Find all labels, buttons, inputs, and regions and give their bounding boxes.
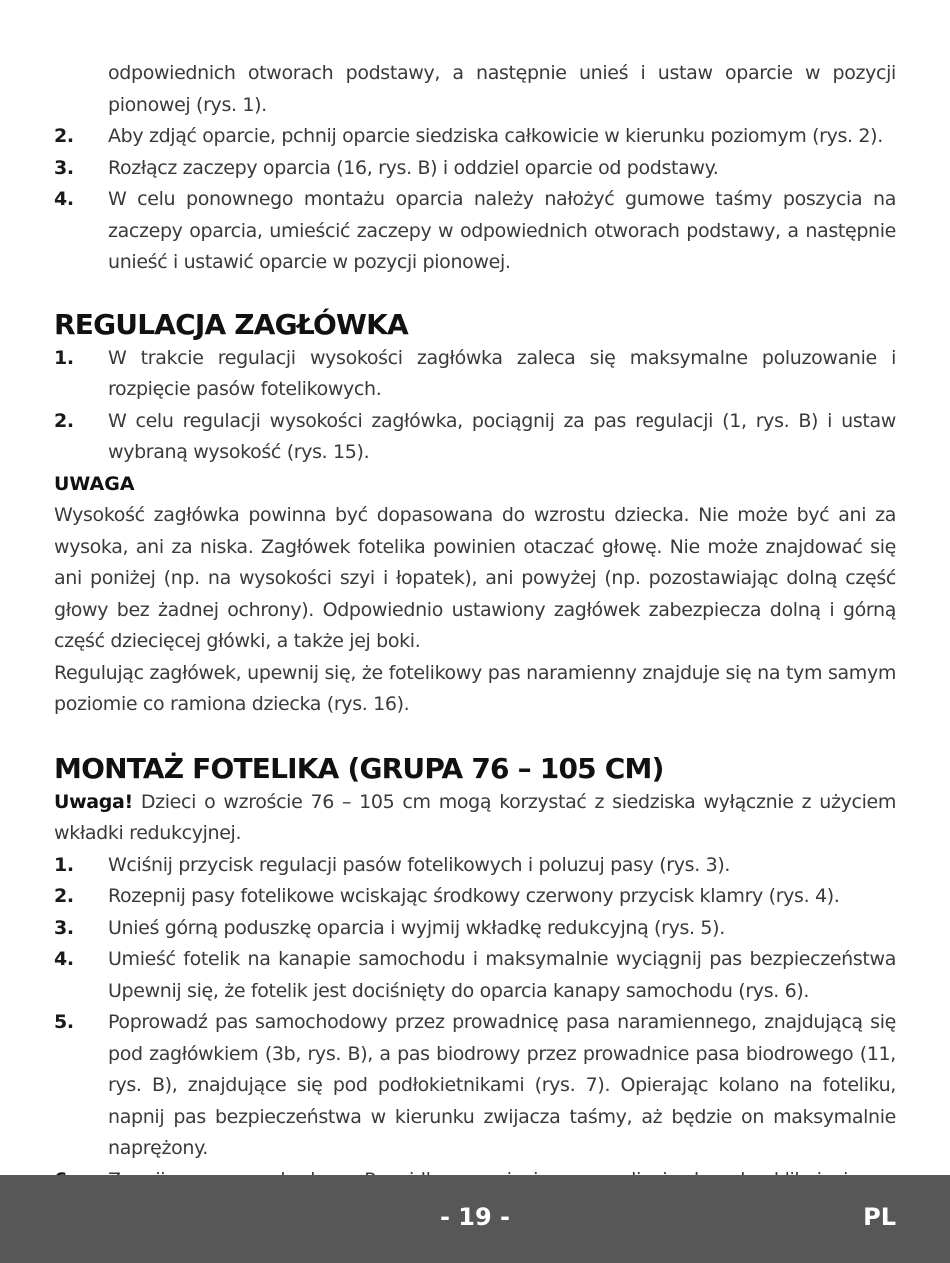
- manual-page-content: [54, 58, 896, 1196]
- step-text: W celu ponownego montażu oparcia należy nałożyć gumowe taśmy poszycia na zaczepy oparcia, umieścić zaczepy w odpowiednich otworach podstawy, a następnie unieść i ustawić oparcie w pozycji pionowej.: [108, 188, 896, 273]
- warning-text: Dzieci o wzroście 76 – 105 cm mogą korzystać z siedziska wyłącznie z użyciem wkładki redukcyjnej.: [54, 790, 896, 844]
- mounting-section-title: MONTAŻ FOTELIKA (GRUPA 76 – 105 CM): [54, 751, 664, 785]
- step-text: Umieść fotelik na kanapie samochodu i maksymalnie wyciągnij pas bezpieczeństwa Upewnij się, że fotelik jest dociśnięty do oparcia kanapy samochodu (rys. 6).: [108, 948, 896, 1002]
- step-text: Unieś górną poduszkę oparcia i wyjmij wkładkę redukcyjną (rys. 5).: [108, 916, 725, 939]
- headrest-paragraph: Wysokość zagłówka powinna być dopasowana do wzrostu dziecka. Nie może być ani za wysoka, ani za niska. Zagłówek fotelika powinien otaczać głowę. Nie może znajdować się ani poniżej (np. na wysokości szyi i łopatek), ani powyżej (np. pozostawiając dolną część głowy bez żadnej ochrony). Odpowiednio ustawiony zagłówek zabezpiecza dolną i górną część dziecięcej główki, a także jej boki.: [54, 504, 896, 652]
- step-text: W celu regulacji wysokości zagłówka, pociągnij za pas regulacji (1, rys. B) i ustaw wybraną wysokość (rys. 15).: [108, 409, 896, 463]
- step-text: Rozłącz zaczepy oparcia (16, rys. B) i oddziel oparcie od podstawy.: [108, 156, 719, 179]
- page-number: - 19 -: [439, 1203, 511, 1231]
- intro-step: [54, 184, 896, 279]
- headrest-step: [54, 343, 896, 406]
- step-number: 3.: [54, 916, 74, 939]
- step-number: 2.: [54, 409, 74, 432]
- note-label: UWAGA: [54, 472, 135, 495]
- step-number: 1.: [54, 853, 74, 876]
- step-number: 4.: [54, 948, 74, 970]
- step-number: 2.: [54, 885, 74, 907]
- mounting-step: [54, 881, 896, 913]
- mounting-step: [54, 850, 896, 882]
- mounting-warning: [54, 787, 896, 850]
- mounting-step: [54, 1007, 896, 1165]
- intro-continuation: odpowiednich otworach podstawy, a następnie unieś i ustaw oparcie w pozycji pionowej (rys. 1).: [108, 62, 896, 116]
- step-number: 5.: [54, 1011, 74, 1033]
- headrest-paragraph: Regulując zagłówek, upewnij się, że fotelikowy pas naramienny znajduje się na tym samym poziomie co ramiona dziecka (rys. 16).: [54, 661, 896, 715]
- headrest-section-title: REGULACJA ZAGŁÓWKA: [54, 307, 408, 341]
- page-footer: [0, 1175, 950, 1263]
- step-number: 1.: [54, 346, 74, 369]
- step-text: Poprowadź pas samochodowy przez prowadnicę pasa naramiennego, znajdującą się pod zagłówkiem (3b, rys. B), a pas biodrowy przez prowadnice pasa biodrowego (11, rys. B), znajdujące się pod podłokietnikami (rys. 7). Opierając kolano na foteliku, napnij pas bezpieczeństwa w kierunku zwijacza taśmy, aż będzie on maksymalnie naprężony.: [108, 1011, 896, 1159]
- intro-step: [54, 121, 896, 153]
- headrest-step: [54, 406, 896, 469]
- mounting-step: [54, 944, 896, 1007]
- step-text: Aby zdjąć oparcie, pchnij oparcie siedziska całkowicie w kierunku poziomym (rys. 2).: [108, 125, 883, 147]
- mounting-step: [54, 913, 896, 945]
- step-text: Rozepnij pasy fotelikowe wciskając środkowy czerwony przycisk klamry (rys. 4).: [108, 885, 840, 907]
- intro-step: [54, 153, 896, 185]
- step-text: Wciśnij przycisk regulacji pasów fotelikowych i poluzuj pasy (rys. 3).: [108, 853, 731, 876]
- warning-label: Uwaga!: [54, 790, 133, 813]
- step-number: 3.: [54, 156, 74, 179]
- step-number: 2.: [54, 125, 74, 147]
- step-text: W trakcie regulacji wysokości zagłówka zaleca się maksymalne poluzowanie i rozpięcie pasów fotelikowych.: [108, 346, 896, 400]
- step-number: 4.: [54, 188, 74, 210]
- language-code: PL: [863, 1203, 896, 1231]
